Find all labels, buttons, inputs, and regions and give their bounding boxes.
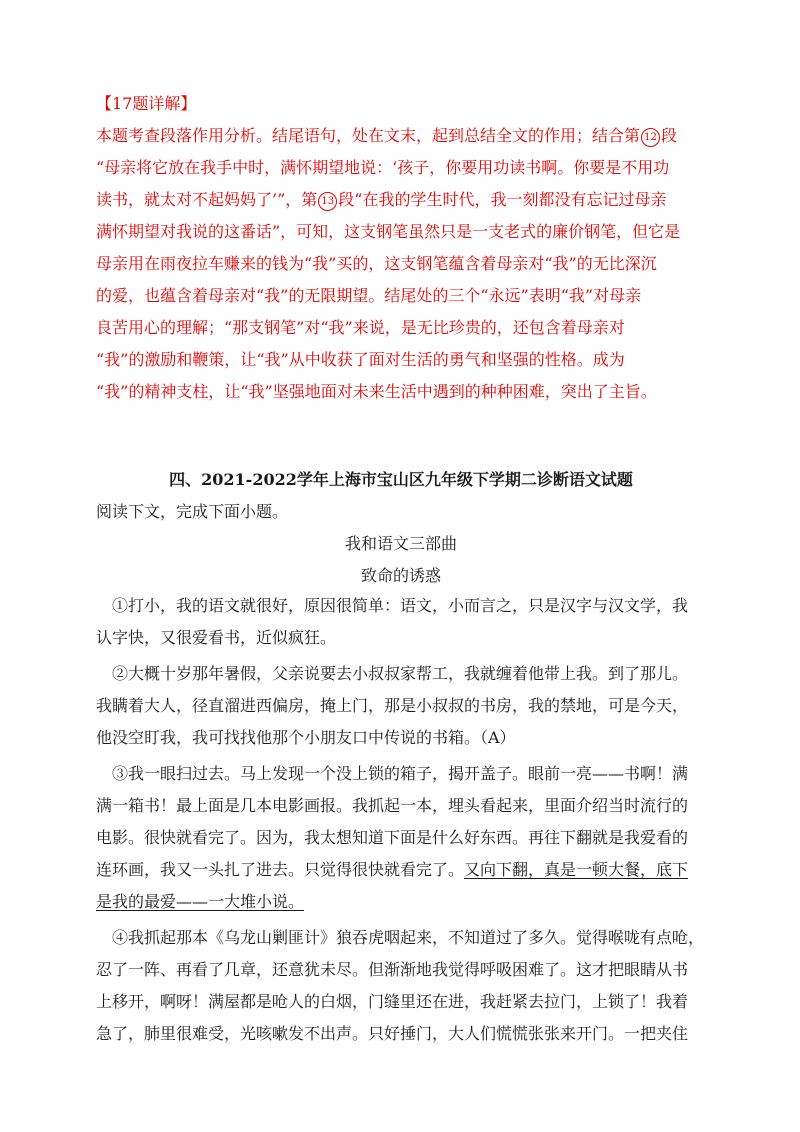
answer-text: 读书，就太对不起妈妈了’”，第 — [96, 190, 318, 209]
answer-heading: 【17题详解】 — [96, 94, 197, 113]
body-line — [96, 1018, 706, 1050]
article-body — [96, 590, 706, 1050]
answer-text: 段“在我的学生时代，我一刻都没有忘记过母亲 — [338, 190, 667, 209]
section-title: 四、2021-2022学年上海市宝山区九年级下学期二诊断语文试题 — [169, 470, 633, 489]
answer-text: “我”的精神支柱，让“我”坚强地面对未来生活中遇到的种种困难，突出了主旨。 — [96, 382, 657, 401]
answer-text: 段 — [661, 126, 678, 145]
body-text: 忍了一阵、再看了几章，还意犹未尽。但渐渐地我觉得呼吸困难了。这才把眼睛从书 — [96, 960, 689, 979]
answer-text: 的爱，也蕴含着母亲对“我”的无限期望。结尾处的三个“永远”表明“我”对母亲 — [96, 286, 642, 305]
answer-line — [96, 344, 706, 376]
body-text: 连环画，我又一头扎了进去。只觉得很快就看完了。 — [96, 860, 465, 879]
answer-text: “母亲将它放在我手中时，满怀期望地说：‘孩子，你要用功读书啊。你要是不用功 — [96, 158, 670, 177]
body-text: 我瞒着大人，径直溜进西偏房，掩上门，那是小叔叔的书房，我的禁地，可是今天， — [96, 696, 689, 715]
answer-text: “我”的激励和鞭策，让“我”从中收获了面对生活的勇气和坚强的性格。成为 — [96, 350, 625, 369]
body-text: 满一箱书！最上面是几本电影画报。我抓起一本，埋头看起来，里面介绍当时流行的 — [96, 796, 689, 815]
body-text: 他没空盯我，我可找找他那个小朋友口中传说的书箱。（A） — [96, 728, 516, 747]
answer-text: 满怀期望对我说的这番话”，可知，这支钢笔虽然只是一支老式的廉价钢笔，但它是 — [96, 222, 681, 241]
answer-line — [96, 152, 706, 184]
circled-paragraph-number: 13 — [318, 192, 337, 211]
body-line — [96, 986, 706, 1018]
body-line — [96, 886, 706, 918]
body-line — [96, 622, 706, 654]
underlined-text: 是我的最爱——一大堆小说。 — [96, 892, 305, 911]
body-line — [96, 590, 706, 622]
underlined-text: 又向下翻，真是一顿大餐，底下 — [464, 860, 689, 879]
answer-line — [96, 216, 706, 248]
section-instruction: 阅读下文，完成下面小题。 — [96, 502, 289, 521]
answer-line — [96, 120, 706, 152]
circled-paragraph-number: 12 — [641, 128, 660, 147]
body-text: 上移开，啊呀！满屋都是呛人的白烟，门缝里还在进，我赶紧去拉门，上锁了！我着 — [96, 992, 689, 1011]
answer-line — [96, 376, 706, 408]
article-subtitle: 致命的诱惑 — [360, 566, 441, 585]
body-text: 电影。很快就看完了。因为，我太想知道下面是什么好东西。再往下翻就是我爱看的 — [96, 828, 689, 847]
answer-line — [96, 312, 706, 344]
answer-text: 本题考查段落作用分析。结尾语句，处在文末，起到总结全文的作用；结合第 — [96, 126, 641, 145]
body-text: ④我抓起那本《乌龙山剿匪计》狼吞虎咽起来，不知道过了多久。觉得喉咙有点呛， — [112, 928, 705, 947]
body-line — [96, 690, 706, 722]
answer-line — [96, 248, 706, 280]
body-line — [96, 922, 706, 954]
body-line — [96, 722, 706, 754]
body-text: ②大概十岁那年暑假，父亲说要去小叔叔家帮工，我就缠着他带上我。到了那儿。 — [112, 664, 689, 683]
body-line — [96, 758, 706, 790]
body-line — [96, 822, 706, 854]
body-line — [96, 790, 706, 822]
body-line — [96, 854, 706, 886]
answer-lines — [96, 120, 706, 408]
body-text: ①打小，我的语文就很好，原因很简单：语文，小而言之，只是汉字与汉文学，我 — [112, 596, 689, 615]
body-text: ③我一眼扫过去。马上发现一个没上锁的箱子，揭开盖子。眼前一亮——书啊！满 — [112, 764, 689, 783]
answer-line — [96, 184, 706, 216]
body-line — [96, 954, 706, 986]
body-text: 认字快，又很爱看书，近似疯狂。 — [96, 628, 337, 647]
body-text: 急了，肺里很难受，光咳嗽发不出声。只好捶门，大人们慌慌张张来开门。一把夹住 — [96, 1024, 689, 1043]
article-title: 我和语文三部曲 — [344, 534, 457, 553]
answer-text: 良苦用心的理解；“那支钢笔”对“我”来说，是无比珍贵的，还包含着母亲对 — [96, 318, 625, 337]
body-line — [96, 658, 706, 690]
section-instruction-block — [96, 496, 706, 528]
answer-text: 母亲用在雨夜拉车赚来的钱为“我”买的，这支钢笔蕴含着母亲对“我”的无比深沉 — [96, 254, 657, 273]
answer-line — [96, 280, 706, 312]
answer-explanation — [96, 88, 706, 408]
